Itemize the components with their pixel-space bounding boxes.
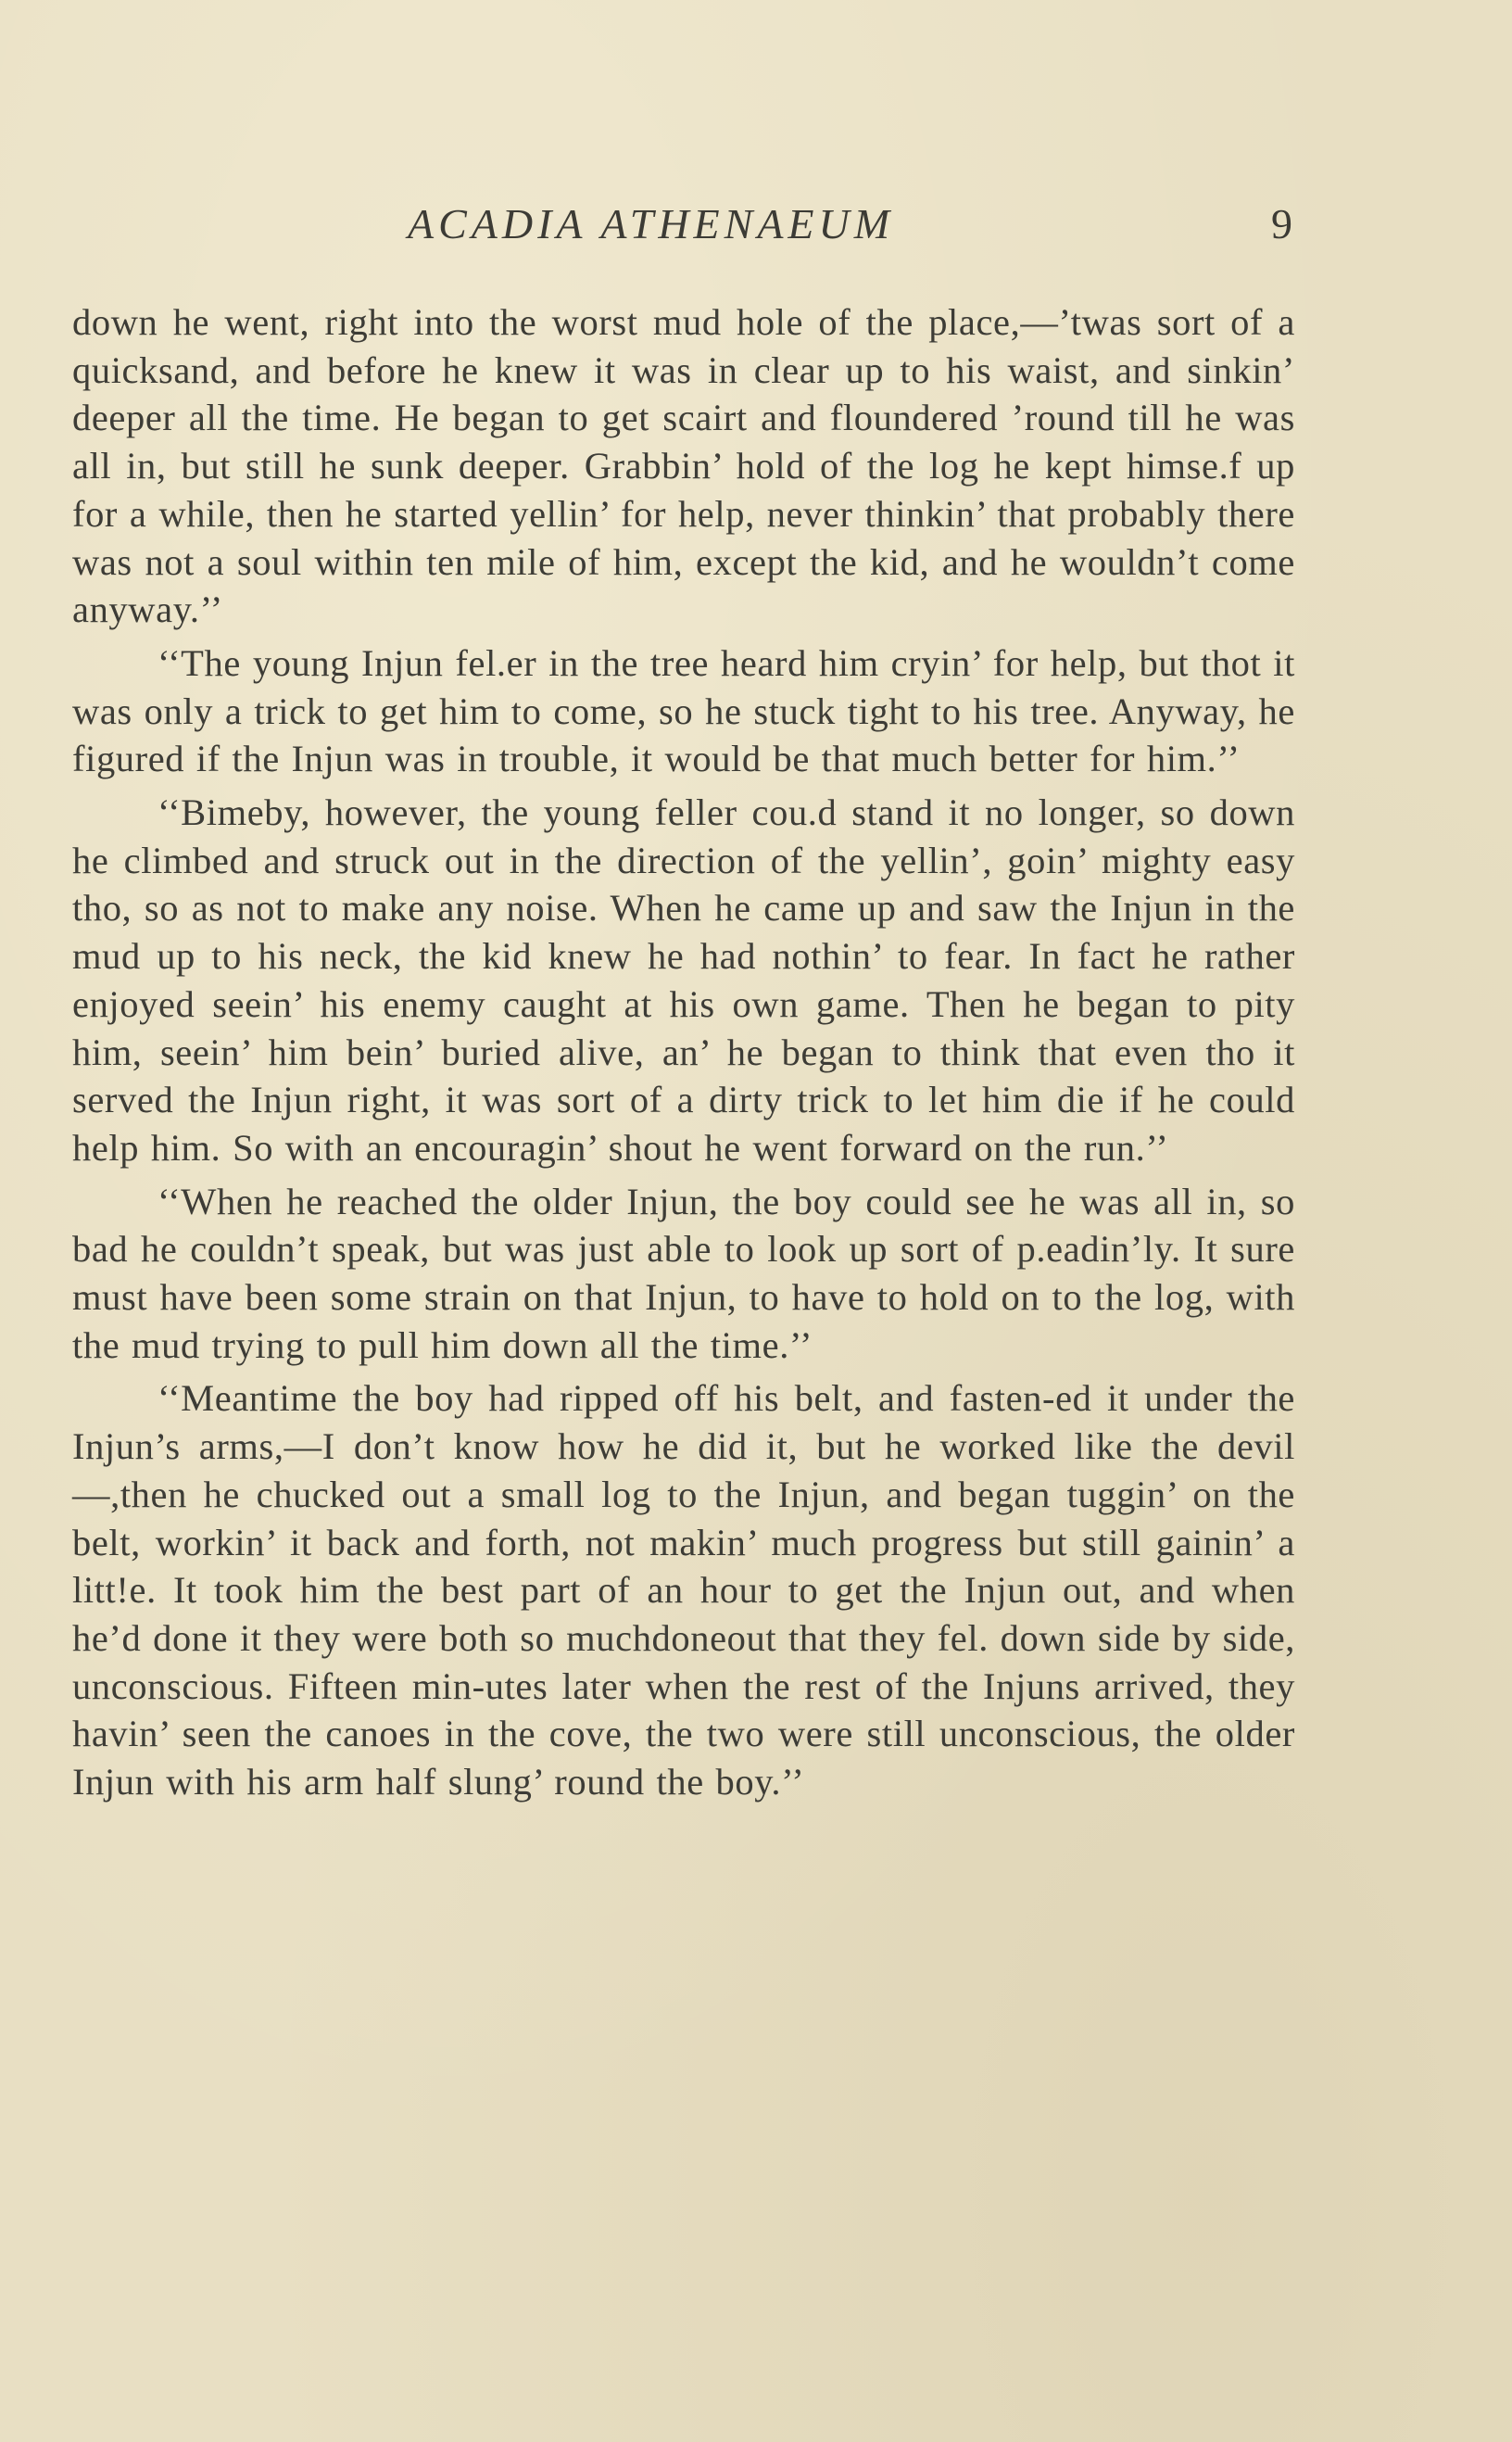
page-number: 9	[1271, 200, 1292, 247]
paragraph: ‘‘When he reached the older Injun, the boy could see he was all in, so bad he couldn’t speak, but was just able to look up sort of p.eadin’ly. It sure must have been some strain on that Injun, to have to hold on to the log, with the mud trying to pull him down all the time.’’	[72, 1180, 1295, 1366]
body-text	[72, 298, 1295, 1812]
paragraph: down he went, right into the worst mud hole of the place,—’twas sort of a quicksand, and before he knew it was in clear up to his waist, and sinkin’ deeper all the time. He began to get scairt and floundered ’round till he was all in, but still he sunk deeper. Grabbin’ hold of the log he kept himse.f up for a while, then he started yellin’ for help, never thinkin’ that probably there was not a soul within ten mile of him, except the kid, and he wouldn’t come anyway.’’	[72, 301, 1295, 631]
paragraph: ‘‘The young Injun fel.er in the tree heard him cryin’ for help, but thot it was only a trick to get him to come, so he stuck tight to his tree. Anyway, he figured if the Injun was in trouble, it would be that much better for him.’’	[72, 641, 1295, 780]
page-header	[0, 199, 1512, 255]
running-title: ACADIA ATHENAEUM	[408, 200, 895, 247]
paragraph: ‘‘Bimeby, however, the young feller cou.d stand it no longer, so down he climbed and struck out in the direction of the yellin’, goin’ mighty easy tho, so as not to make any noise. When he came up and saw the Injun in the mud up to his neck, the kid knew he had nothin’ to fear. In fact he rather enjoyed seein’ his enemy caught at his own game. Then he began to pity him, seein’ him bein’ buried alive, an’ he began to think that even tho it served the Injun right, it was sort of a dirty trick to let him die if he could help him. So with an encouragin’ shout he went forward on the run.’’	[72, 791, 1295, 1169]
paragraph: ‘‘Meantime the boy had ripped off his belt, and fasten-ed it under the Injun’s arms,—I don’t know how he did it, but he worked like the devil—,then he chucked out a small log to the Injun, and began tuggin’ on the belt, workin’ it back and forth, not makin’ much progress but still gainin’ a litt!e. It took him the best part of an hour to get the Injun out, and when he’d done it they were both so muchdoneout that they fel. down side by side, unconscious. Fifteen min-utes later when the rest of the Injuns arrived, they havin’ seen the canoes in the cove, the two were still unconscious, the older Injun with his arm half slung’ round the boy.’’	[72, 1377, 1295, 1803]
